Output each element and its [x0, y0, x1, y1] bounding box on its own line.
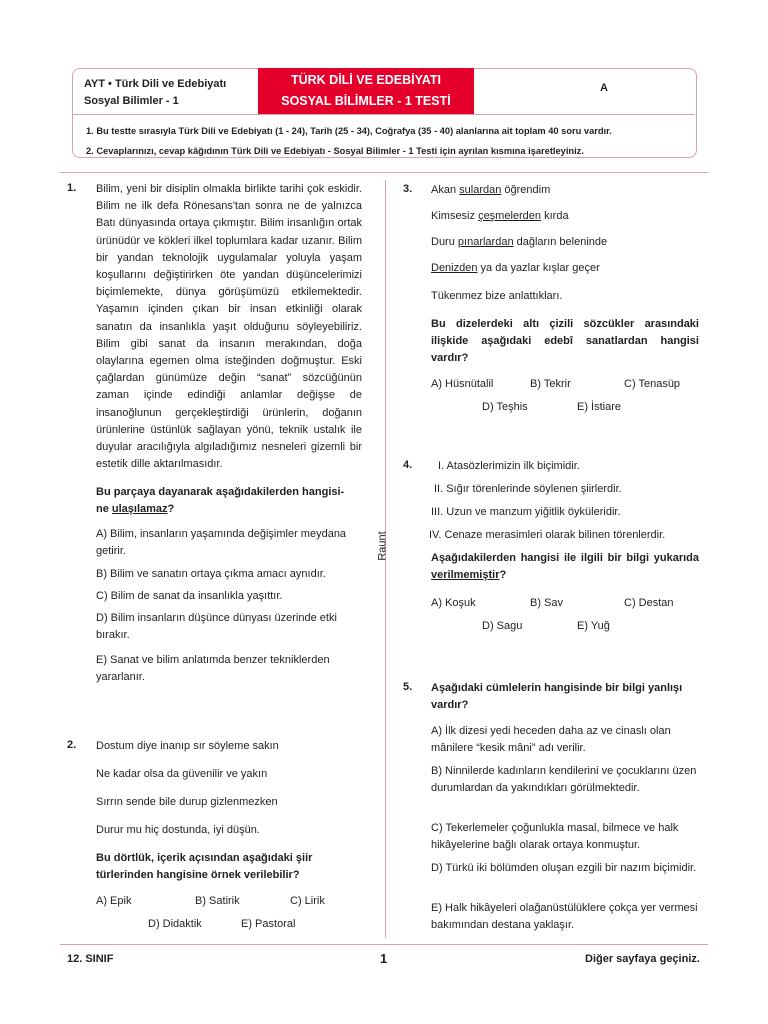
q1-number: 1.	[67, 182, 77, 194]
q5-stem: Aşağıdaki cümlelerin hangisinde bir bilgi yanlışı vardır?	[431, 682, 683, 712]
q3-line-4-underlined: Denizden	[431, 262, 478, 274]
q3-option-e[interactable]: E) İstiare	[577, 401, 622, 413]
q3-option-c[interactable]: C) Tenasüp	[624, 378, 681, 390]
q4-item-4: IV. Cenaze merasimleri olarak bilinen törenlerdir.	[429, 529, 666, 541]
q3-line-1-underlined: sulardan	[459, 184, 502, 196]
q2-option-c[interactable]: C) Lirik	[290, 895, 325, 907]
q2-option-a[interactable]: A) Epik	[96, 895, 132, 907]
q3-line-5	[431, 288, 562, 305]
top-rule	[60, 172, 708, 173]
q4-stem-underlined: verilmemiştir	[431, 569, 500, 582]
q2-line-2: Ne kadar olsa da güvenilir ve yakın	[96, 768, 268, 780]
q5-option-d[interactable]: D) Türkü iki bölümden oluşan ezgili bir nazım biçimidir.	[431, 862, 697, 874]
q1-stem-pre: ne	[96, 503, 112, 516]
q3-option-d[interactable]: D) Teşhis	[482, 401, 528, 413]
q4-stem-end: ?	[499, 569, 507, 582]
q5-number: 5.	[403, 681, 413, 693]
q2-option-b[interactable]: B) Satirik	[195, 895, 240, 907]
title-line-1: TÜRK DİLİ VE EDEBİYATI	[290, 73, 442, 87]
q3-line-2-underlined: çeşmelerden	[478, 210, 542, 222]
exam-line-2: Sosyal Bilimler - 1	[84, 95, 179, 107]
instructions	[86, 121, 612, 161]
q3-line-5-pre: Tükenmez bize anlattıkları.	[431, 290, 563, 302]
bottom-rule	[60, 944, 708, 945]
q3-line-4-post: ya da yazlar kışlar geçer	[477, 262, 600, 274]
q1-stem-line2	[96, 501, 366, 518]
grade-label: 12. SINIF	[67, 953, 114, 965]
q1-stem	[96, 484, 366, 518]
test-title	[258, 68, 474, 114]
q2-number: 2.	[67, 739, 77, 751]
q1-stem-end: ?	[167, 503, 175, 516]
q3-stem: Bu dizelerdeki altı çizili sözcükler arasındaki ilişkide aşağıdaki edebî sanatlardan hangisi vardır?	[431, 318, 699, 365]
booklet-type: A	[600, 82, 608, 94]
q2-stem: Bu dörtlük, içerik açısından aşağıdaki şiir türlerinden hangisine örnek verilebilir?	[96, 852, 313, 882]
q3-option-b[interactable]: B) Tekrir	[530, 378, 571, 390]
q2-line-4: Durur mu hiç dostunda, iyi düşün.	[96, 824, 260, 836]
q3-line-2-pre: Kimsesiz	[431, 210, 479, 222]
q3-line-2	[431, 208, 569, 225]
q5-option-e[interactable]: E) Halk hikâyeleri olağanüstülüklere çokça yer vermesi bakımından destana yaklaşır.	[431, 902, 698, 931]
q1-option-e[interactable]: E) Sanat ve bilim anlatımda benzer tekniklerden yararlanır.	[96, 654, 330, 683]
q4-option-e[interactable]: E) Yuğ	[577, 620, 610, 632]
q3-line-1-post: öğrendim	[501, 184, 551, 196]
q3-option-a[interactable]: A) Hüsnütalil	[431, 378, 494, 390]
next-page-note: Diğer sayfaya geçiniz.	[585, 953, 700, 965]
exam-info	[84, 76, 226, 110]
q2-option-e[interactable]: E) Pastoral	[241, 918, 296, 930]
title-line-2: SOSYAL BİLİMLER - 1 TESTİ	[281, 94, 451, 108]
q1-stem-line1: Bu parçaya dayanarak aşağıdakilerden hangisi-	[96, 486, 345, 498]
q4-option-a[interactable]: A) Koşuk	[431, 597, 476, 609]
q5-option-a[interactable]: A) İlk dizesi yedi heceden daha az ve cinaslı olan mânilere “kesik mâni” adı verilir.	[431, 725, 671, 754]
side-label: Raunt	[376, 531, 389, 561]
q3-line-1-pre: Akan	[431, 184, 460, 196]
q4-number: 4.	[403, 459, 413, 471]
q4-item-2: II. Sığır törenlerinde söylenen şiirlerdir.	[434, 483, 622, 495]
exam-line-1: AYT • Türk Dili ve Edebiyatı	[84, 78, 227, 90]
q3-line-3-pre: Duru	[431, 236, 458, 248]
instruction-1: 1. Bu testte sırasıyla Türk Dili ve Edebiyatı (1 - 24), Tarih (25 - 34), Coğrafya (35 - 40) alanlarına ait toplam 40 soru vardır.	[86, 126, 612, 136]
q2-line-3: Sırrın sende bile durup gizlenmezken	[96, 796, 278, 808]
q1-option-a[interactable]: A) Bilim, insanların yaşamında değişimler meydana getirir.	[96, 528, 347, 557]
q3-line-3	[431, 234, 607, 251]
q4-item-1: I. Atasözlerimizin ilk biçimidir.	[438, 460, 580, 472]
q4-stem-pre: Aşağıdakilerden hangisi ile ilgili bir bilgi yukarıda	[431, 552, 699, 564]
q3-line-3-underlined: pınarlardan	[457, 236, 514, 248]
q4-option-d[interactable]: D) Sagu	[482, 620, 523, 632]
q1-option-c[interactable]: C) Bilim de sanat da insanlıkla yaşıttır.	[96, 590, 283, 602]
q3-line-4	[431, 260, 600, 277]
q3-number: 3.	[403, 183, 413, 195]
q4-option-b[interactable]: B) Sav	[530, 597, 564, 609]
q3-line-2-post: kırda	[541, 210, 569, 222]
instruction-2: 2. Cevaplarınızı, cevap kâğıdının Türk Dili ve Edebiyatı - Sosyal Bilimler - 1 Testi için ayrılan kısmına işaretleyiniz.	[86, 146, 584, 156]
q2-option-d[interactable]: D) Didaktik	[148, 918, 202, 930]
q5-option-c[interactable]: C) Tekerlemeler çoğunlukla masal, bilmece ve halk hikâyelerine bağlı olarak ortaya konmuştur.	[431, 822, 679, 851]
q1-stem-underlined: ulaşılamaz	[111, 503, 168, 516]
q1-passage: Bilim, yeni bir disiplin olmakla birlikte tarihi çok eskidir. Bilim ne ilk defa Rönesans'tan sonra ne de yalnızca Batı dünyasında ortaya çıkmıştır. Bilim insanlığın ortak ürünüdür ve kökleri ilkel toplumlara kadar uzanır. Bilim bir yandan teknolojik uygulamalar yoluyla yaşam koşullarını değiştirirken öte yandan düşüncelerimizi biçimlemekte, dünya görüşümüzü etkilemektedir. Yaşamın içinden çıkan bir insan etkinliği olarak sanatın da insanlıkla yaşıt olduğunu söyleyebiliriz. Bilim gibi sanat da insanın merakından, doğa olaylarına egemen olma isteğinden doğmuştur. Eski çağlardan günümüze değin “sanat” sözcüğünün zaman içinde edindiği anlamlar değişse de insanoğlunun gerçekleştirdiği ürünlerin, doğanın ürünlerine üstünlük sağlayan yönü, teknik ustalık ile duyular aracılığıyla algıladığımız nesneleri gizemli bir estetik dille aktarılmasıdır.	[96, 183, 362, 471]
q5-option-b[interactable]: B) Ninnilerde kadınların kendilerini ve çocuklarını üzen durumlardan da yakındıkları görülmektedir.	[431, 765, 697, 794]
q4-item-3: III. Uzun ve manzum yiğitlik öyküleridir.	[431, 506, 621, 518]
header-divider	[72, 114, 695, 115]
q1-option-b[interactable]: B) Bilim ve sanatın ortaya çıkma amacı aynıdır.	[96, 568, 326, 580]
q4-option-c[interactable]: C) Destan	[624, 597, 674, 609]
q1-option-d[interactable]: D) Bilim insanların düşünce dünyası üzerinde etki bırakır.	[96, 612, 337, 641]
q3-line-1	[431, 182, 550, 199]
q2-line-1: Dostum diye inanıp sır söyleme sakın	[96, 740, 279, 752]
q3-line-3-post: dağların beleninde	[513, 236, 608, 248]
q4-stem	[431, 550, 699, 584]
page-number: 1	[380, 951, 388, 966]
